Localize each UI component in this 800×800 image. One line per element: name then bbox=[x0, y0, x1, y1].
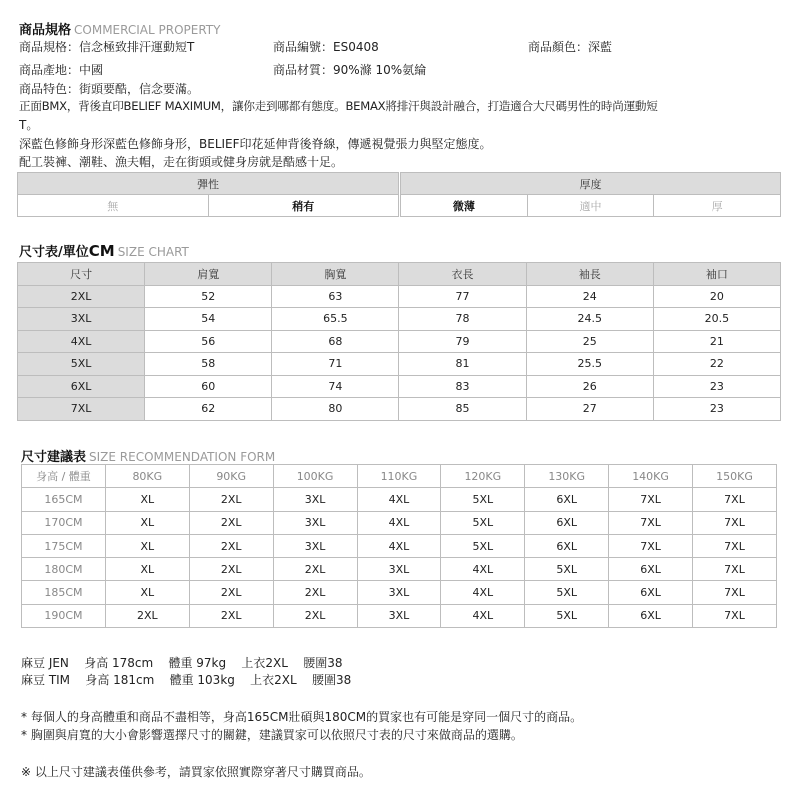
product-desc-line1-wrap: T。 bbox=[19, 118, 39, 132]
product-material: 商品材質：90%滌 10%氨綸 bbox=[273, 63, 427, 77]
weight-header: 110KG bbox=[357, 465, 441, 488]
size-label-cell: 7XL bbox=[18, 398, 145, 421]
product-color: 商品顏色：深藍 bbox=[528, 40, 613, 54]
weight-header: 150KG bbox=[693, 465, 777, 488]
recommended-size-cell: XL bbox=[105, 558, 189, 581]
size-label-cell: 5XL bbox=[18, 353, 145, 376]
weight-header: 100KG bbox=[273, 465, 357, 488]
model-top-size: 上衣2XL bbox=[250, 673, 297, 687]
model-waist: 腰圍38 bbox=[311, 673, 352, 687]
recommended-size-cell: XL bbox=[105, 511, 189, 534]
recommended-size-cell: 2XL bbox=[189, 488, 273, 511]
recommendation-title bbox=[21, 446, 275, 465]
product-desc-line3: 配工裝褲、潮鞋、漁夫帽，走在街頭或健身房就是酷感十足。 bbox=[19, 155, 344, 169]
model-weight: 體重 103kg bbox=[169, 673, 235, 687]
size-chart-row bbox=[18, 285, 781, 308]
recommended-size-cell: 4XL bbox=[441, 558, 525, 581]
height-cell: 165CM bbox=[22, 488, 106, 511]
recommended-size-cell: 2XL bbox=[273, 581, 357, 604]
weight-header: 130KG bbox=[525, 465, 609, 488]
recommended-size-cell: 3XL bbox=[273, 488, 357, 511]
height-cell: 175CM bbox=[22, 534, 106, 557]
recommendation-table bbox=[21, 464, 777, 628]
product-title-zh: 商品規格 bbox=[19, 23, 72, 38]
recommended-size-cell: 2XL bbox=[273, 558, 357, 581]
size-value-cell: 25.5 bbox=[526, 353, 653, 376]
size-value-cell: 81 bbox=[399, 353, 526, 376]
recommended-size-cell: 7XL bbox=[693, 604, 777, 627]
size-value-cell: 21 bbox=[653, 330, 780, 353]
recommendation-row bbox=[22, 604, 777, 627]
model-height: 身高 181cm bbox=[85, 673, 155, 687]
weight-header: 120KG bbox=[441, 465, 525, 488]
recommended-size-cell: 4XL bbox=[441, 581, 525, 604]
model-weight: 體重 97kg bbox=[168, 656, 227, 670]
recommended-size-cell: 6XL bbox=[609, 604, 693, 627]
size-value-cell: 63 bbox=[272, 285, 399, 308]
recommended-size-cell: 5XL bbox=[525, 581, 609, 604]
size-chart-table bbox=[17, 262, 781, 421]
recommendation-row bbox=[22, 581, 777, 604]
disclaimer: ※ 以上尺寸建議表僅供參考，請買家依照實際穿著尺寸購買商品。 bbox=[21, 765, 371, 779]
recommended-size-cell: 7XL bbox=[693, 581, 777, 604]
model-height: 身高 178cm bbox=[84, 656, 154, 670]
size-value-cell: 77 bbox=[399, 285, 526, 308]
model-row bbox=[21, 654, 342, 671]
size-chart-header: 肩寬 bbox=[145, 263, 272, 286]
size-label-cell: 3XL bbox=[18, 308, 145, 331]
product-feature: 商品特色：街頭要酷，信念要滿。 bbox=[19, 82, 200, 96]
product-section-title bbox=[19, 19, 220, 38]
size-value-cell: 79 bbox=[399, 330, 526, 353]
product-desc-line1: 正面BMX，背後直印BELIEF MAXIMUM，讓你走到哪都有態度。BEMAX將排汗與設計融合，打造適合大尺碼男性的時尚運動短 bbox=[19, 99, 658, 113]
size-value-cell: 22 bbox=[653, 353, 780, 376]
recommended-size-cell: 4XL bbox=[441, 604, 525, 627]
size-value-cell: 68 bbox=[272, 330, 399, 353]
recommended-size-cell: 7XL bbox=[609, 511, 693, 534]
product-spec: 商品規格：信念極致排汗運動短T bbox=[19, 40, 195, 54]
thickness-table bbox=[400, 172, 781, 217]
size-chart-header: 衣長 bbox=[399, 263, 526, 286]
thickness-label: 厚度 bbox=[401, 173, 781, 195]
size-chart-row bbox=[18, 398, 781, 421]
recommended-size-cell: 6XL bbox=[525, 511, 609, 534]
size-value-cell: 65.5 bbox=[272, 308, 399, 331]
recommended-size-cell: 6XL bbox=[525, 488, 609, 511]
recommended-size-cell: 3XL bbox=[357, 558, 441, 581]
recommended-size-cell: 3XL bbox=[357, 581, 441, 604]
size-chart-header: 袖口 bbox=[653, 263, 780, 286]
recommended-size-cell: 4XL bbox=[357, 488, 441, 511]
product-origin: 商品產地：中國 bbox=[19, 63, 104, 77]
elasticity-option-none: 無 bbox=[18, 195, 209, 217]
note-line: * 胸圍與肩寬的大小會影響選擇尺寸的關鍵，建議買家可以依照尺寸表的尺寸來做商品的選購。 bbox=[21, 728, 523, 742]
size-chart-title-en: SIZE CHART bbox=[117, 245, 189, 259]
recommended-size-cell: 6XL bbox=[609, 581, 693, 604]
recommended-size-cell: 7XL bbox=[609, 534, 693, 557]
product-desc-line2: 深藍色修飾身形深藍色修飾身形，BELIEF印花延伸背後脊線，傳遞視覺張力與堅定態度。 bbox=[19, 137, 492, 151]
size-value-cell: 58 bbox=[145, 353, 272, 376]
elasticity-label: 彈性 bbox=[18, 173, 399, 195]
recommended-size-cell: 4XL bbox=[357, 511, 441, 534]
recommended-size-cell: 3XL bbox=[273, 511, 357, 534]
recommended-size-cell: 3XL bbox=[273, 534, 357, 557]
thickness-option-thin: 微薄 bbox=[401, 195, 528, 217]
size-value-cell: 83 bbox=[399, 375, 526, 398]
recommended-size-cell: 4XL bbox=[357, 534, 441, 557]
size-value-cell: 23 bbox=[653, 375, 780, 398]
size-value-cell: 52 bbox=[145, 285, 272, 308]
size-chart-header: 尺寸 bbox=[18, 263, 145, 286]
size-value-cell: 27 bbox=[526, 398, 653, 421]
recommended-size-cell: 7XL bbox=[693, 558, 777, 581]
size-chart-title bbox=[19, 241, 189, 260]
size-chart-row bbox=[18, 308, 781, 331]
recommended-size-cell: 6XL bbox=[609, 558, 693, 581]
size-value-cell: 60 bbox=[145, 375, 272, 398]
recommended-size-cell: 2XL bbox=[273, 604, 357, 627]
model-name: 麻豆 TIM bbox=[21, 673, 71, 687]
weight-header: 80KG bbox=[105, 465, 189, 488]
recommendation-row bbox=[22, 558, 777, 581]
recommended-size-cell: 5XL bbox=[525, 558, 609, 581]
model-waist: 腰圍38 bbox=[303, 656, 343, 670]
recommended-size-cell: 2XL bbox=[189, 534, 273, 557]
height-cell: 180CM bbox=[22, 558, 106, 581]
recommendation-title-zh: 尺寸建議表 bbox=[21, 450, 87, 465]
recommended-size-cell: 7XL bbox=[609, 488, 693, 511]
height-cell: 170CM bbox=[22, 511, 106, 534]
size-value-cell: 26 bbox=[526, 375, 653, 398]
height-cell: 190CM bbox=[22, 604, 106, 627]
recommended-size-cell: 5XL bbox=[525, 604, 609, 627]
recommendation-title-en: SIZE RECOMMENDATION FORM bbox=[89, 450, 276, 464]
recommended-size-cell: 7XL bbox=[693, 488, 777, 511]
recommended-size-cell: XL bbox=[105, 581, 189, 604]
size-value-cell: 24 bbox=[526, 285, 653, 308]
size-chart-header: 胸寬 bbox=[272, 263, 399, 286]
elasticity-option-slight: 稍有 bbox=[208, 195, 399, 217]
size-value-cell: 20 bbox=[653, 285, 780, 308]
recommended-size-cell: XL bbox=[105, 488, 189, 511]
model-top-size: 上衣2XL bbox=[241, 656, 288, 670]
size-value-cell: 62 bbox=[145, 398, 272, 421]
size-value-cell: 23 bbox=[653, 398, 780, 421]
size-value-cell: 20.5 bbox=[653, 308, 780, 331]
recommended-size-cell: 6XL bbox=[525, 534, 609, 557]
note-line: * 每個人的身高體重和商品不盡相等，身高165CM壯碩與180CM的買家也有可能是穿同一個尺寸的商品。 bbox=[21, 710, 583, 724]
recommended-size-cell: 5XL bbox=[441, 488, 525, 511]
recommended-size-cell: 2XL bbox=[105, 604, 189, 627]
recommendation-row bbox=[22, 511, 777, 534]
recommended-size-cell: 3XL bbox=[357, 604, 441, 627]
weight-header: 90KG bbox=[189, 465, 273, 488]
size-value-cell: 85 bbox=[399, 398, 526, 421]
recommended-size-cell: 2XL bbox=[189, 511, 273, 534]
recommended-size-cell: 7XL bbox=[693, 534, 777, 557]
recommendation-row bbox=[22, 534, 777, 557]
recommended-size-cell: XL bbox=[105, 534, 189, 557]
size-value-cell: 24.5 bbox=[526, 308, 653, 331]
size-value-cell: 56 bbox=[145, 330, 272, 353]
size-chart-row bbox=[18, 375, 781, 398]
model-row bbox=[21, 671, 351, 688]
thickness-option-thick: 厚 bbox=[654, 195, 781, 217]
size-value-cell: 71 bbox=[272, 353, 399, 376]
recommended-size-cell: 2XL bbox=[189, 558, 273, 581]
size-label-cell: 2XL bbox=[18, 285, 145, 308]
size-chart-row bbox=[18, 330, 781, 353]
recommended-size-cell: 7XL bbox=[693, 511, 777, 534]
size-value-cell: 25 bbox=[526, 330, 653, 353]
recommendation-row bbox=[22, 488, 777, 511]
thickness-option-medium: 適中 bbox=[527, 195, 654, 217]
recommended-size-cell: 2XL bbox=[189, 604, 273, 627]
elasticity-table bbox=[17, 172, 399, 217]
product-title-en: COMMERCIAL PROPERTY bbox=[74, 23, 221, 37]
recommended-size-cell: 2XL bbox=[189, 581, 273, 604]
weight-header: 140KG bbox=[609, 465, 693, 488]
size-chart-header: 袖長 bbox=[526, 263, 653, 286]
height-weight-header: 身高 / 體重 bbox=[22, 465, 106, 488]
size-chart-title-zh: 尺寸表/單位 bbox=[19, 245, 89, 260]
product-code: 商品編號：ES0408 bbox=[273, 40, 379, 54]
size-value-cell: 80 bbox=[272, 398, 399, 421]
recommended-size-cell: 5XL bbox=[441, 511, 525, 534]
size-value-cell: 78 bbox=[399, 308, 526, 331]
size-value-cell: 54 bbox=[145, 308, 272, 331]
size-chart-row bbox=[18, 353, 781, 376]
model-name: 麻豆 JEN bbox=[21, 656, 69, 670]
recommended-size-cell: 5XL bbox=[441, 534, 525, 557]
size-label-cell: 6XL bbox=[18, 375, 145, 398]
size-chart-unit: CM bbox=[88, 242, 115, 260]
size-value-cell: 74 bbox=[272, 375, 399, 398]
height-cell: 185CM bbox=[22, 581, 106, 604]
size-label-cell: 4XL bbox=[18, 330, 145, 353]
